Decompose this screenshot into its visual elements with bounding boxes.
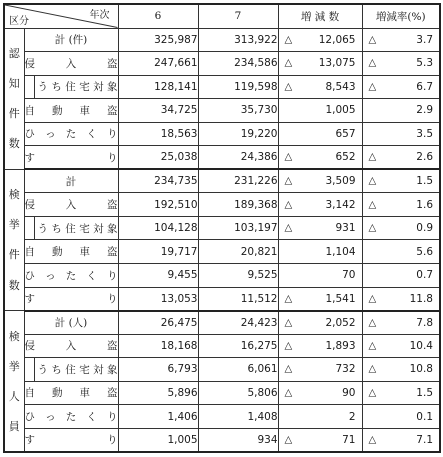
group-title xyxy=(4,28,24,169)
division-label: 区分 xyxy=(9,15,29,27)
decrease-mark: △ xyxy=(368,293,377,305)
value-year-6: 25,038 xyxy=(118,146,198,170)
table-row xyxy=(4,193,440,217)
group-title xyxy=(4,311,24,452)
rate-value: 7.1 xyxy=(416,433,433,446)
value-rate xyxy=(362,99,440,123)
rate-value: 2.9 xyxy=(416,104,433,117)
value-year-7: 20,821 xyxy=(198,240,278,264)
value-year-7: 1,408 xyxy=(198,405,278,429)
table-row xyxy=(4,428,440,452)
value-rate xyxy=(362,240,440,264)
row-label: ひったくり xyxy=(24,263,118,287)
group-title-char: 挙 xyxy=(8,359,20,373)
row-label: うち住宅対象 xyxy=(34,358,118,382)
table-row xyxy=(4,52,440,76)
value-year-6: 18,563 xyxy=(118,122,198,146)
value-rate xyxy=(362,358,440,382)
value-year-6: 34,725 xyxy=(118,99,198,123)
value-year-7: 189,368 xyxy=(198,193,278,217)
decrease-mark: △ xyxy=(368,340,377,352)
value-year-6: 9,455 xyxy=(118,263,198,287)
decrease-mark: △ xyxy=(284,222,293,234)
value-change xyxy=(278,75,362,99)
value-rate xyxy=(362,216,440,240)
value-change xyxy=(278,122,362,146)
value-change xyxy=(278,216,362,240)
row-label: 侵 入 盗 xyxy=(24,52,118,76)
value-year-6: 192,510 xyxy=(118,193,198,217)
group-title xyxy=(4,169,24,310)
value-year-7: 313,922 xyxy=(198,28,278,52)
group-title-char: 数 xyxy=(8,137,20,151)
decrease-mark: △ xyxy=(368,222,377,234)
decrease-mark: △ xyxy=(284,57,293,69)
rate-value: 5.3 xyxy=(416,57,433,70)
rate-value: 3.5 xyxy=(416,127,433,140)
value-change xyxy=(278,52,362,76)
row-label: うち住宅対象 xyxy=(34,216,118,240)
rate-value: 11.8 xyxy=(409,292,433,305)
table-row xyxy=(4,99,440,123)
row-label: うち住宅対象 xyxy=(34,75,118,99)
change-value: 652 xyxy=(335,151,356,164)
value-change xyxy=(278,193,362,217)
group-title-char: 認 xyxy=(8,47,20,61)
decrease-mark: △ xyxy=(368,151,377,163)
value-year-6: 234,735 xyxy=(118,169,198,193)
value-change xyxy=(278,263,362,287)
table-row xyxy=(4,263,440,287)
change-value: 90 xyxy=(342,386,356,399)
value-year-7: 24,423 xyxy=(198,311,278,335)
change-value: 8,543 xyxy=(325,80,356,93)
value-year-7: 35,730 xyxy=(198,99,278,123)
table-row xyxy=(4,146,440,170)
rate-value: 3.7 xyxy=(416,33,433,46)
decrease-mark: △ xyxy=(284,293,293,305)
indent-gap xyxy=(24,216,34,240)
row-label: す り xyxy=(24,146,118,170)
value-year-7: 5,806 xyxy=(198,381,278,405)
value-year-7: 119,598 xyxy=(198,75,278,99)
value-year-6: 128,141 xyxy=(118,75,198,99)
rate-value: 10.8 xyxy=(409,363,433,376)
change-value: 2 xyxy=(348,410,356,423)
group-title-char: 挙 xyxy=(8,218,20,232)
header-corner xyxy=(4,4,118,28)
group-title-char: 数 xyxy=(8,278,20,292)
value-change xyxy=(278,146,362,170)
table-row xyxy=(4,28,440,52)
value-year-6: 19,717 xyxy=(118,240,198,264)
table-row xyxy=(4,287,440,311)
value-change xyxy=(278,311,362,335)
group-title-char: 検 xyxy=(8,329,20,343)
value-rate xyxy=(362,193,440,217)
table-body xyxy=(4,28,440,452)
value-change xyxy=(278,287,362,311)
value-year-7: 231,226 xyxy=(198,169,278,193)
rate-value: 2.6 xyxy=(416,151,433,164)
value-change xyxy=(278,240,362,264)
decrease-mark: △ xyxy=(284,151,293,163)
value-year-7: 11,512 xyxy=(198,287,278,311)
decrease-mark: △ xyxy=(284,34,293,46)
row-label: す り xyxy=(24,287,118,311)
value-year-6: 247,661 xyxy=(118,52,198,76)
decrease-mark: △ xyxy=(368,434,377,446)
value-rate xyxy=(362,428,440,452)
decrease-mark: △ xyxy=(284,81,293,93)
value-rate xyxy=(362,146,440,170)
value-change xyxy=(278,169,362,193)
header-row xyxy=(4,4,440,28)
change-value: 1,541 xyxy=(325,292,356,305)
group-title-char: 件 xyxy=(8,248,20,262)
value-year-6: 1,406 xyxy=(118,405,198,429)
value-change xyxy=(278,358,362,382)
change-value: 3,509 xyxy=(325,175,356,188)
value-rate xyxy=(362,169,440,193)
rate-value: 0.1 xyxy=(416,410,433,423)
row-label: 侵 入 盗 xyxy=(24,334,118,358)
row-label: ひったくり xyxy=(24,405,118,429)
col-header-rate: 増減率(%) xyxy=(362,4,440,28)
decrease-mark: △ xyxy=(368,317,377,329)
row-label: 計 (人) xyxy=(24,311,118,335)
rate-value: 1.5 xyxy=(416,386,433,399)
value-year-7: 24,386 xyxy=(198,146,278,170)
group-title-char: 知 xyxy=(8,77,20,91)
value-rate xyxy=(362,75,440,99)
change-value: 732 xyxy=(335,363,356,376)
change-value: 12,065 xyxy=(318,33,356,46)
value-year-6: 6,793 xyxy=(118,358,198,382)
row-label: 自 動 車 盗 xyxy=(24,240,118,264)
change-value: 71 xyxy=(342,433,356,446)
table-row xyxy=(4,381,440,405)
value-rate xyxy=(362,287,440,311)
value-year-7: 19,220 xyxy=(198,122,278,146)
decrease-mark: △ xyxy=(284,363,293,375)
table-row xyxy=(4,240,440,264)
value-change xyxy=(278,99,362,123)
row-label: 計 xyxy=(24,169,118,193)
value-change xyxy=(278,28,362,52)
change-value: 2,052 xyxy=(325,316,356,329)
change-value: 3,142 xyxy=(325,198,356,211)
row-label: す り xyxy=(24,428,118,452)
row-label: 自 動 車 盗 xyxy=(24,99,118,123)
value-rate xyxy=(362,311,440,335)
rate-value: 1.6 xyxy=(416,198,433,211)
rate-value: 1.5 xyxy=(416,175,433,188)
value-year-7: 103,197 xyxy=(198,216,278,240)
row-label: 計 (件) xyxy=(24,28,118,52)
value-rate xyxy=(362,263,440,287)
table-row xyxy=(4,75,440,99)
decrease-mark: △ xyxy=(284,199,293,211)
row-label: 自 動 車 盗 xyxy=(24,381,118,405)
value-change xyxy=(278,381,362,405)
value-year-6: 325,987 xyxy=(118,28,198,52)
change-value: 1,104 xyxy=(325,245,356,258)
decrease-mark: △ xyxy=(284,175,293,187)
col-header-year-6: 6 xyxy=(118,4,198,28)
rate-value: 0.7 xyxy=(416,269,433,282)
row-label: ひったくり xyxy=(24,122,118,146)
decrease-mark: △ xyxy=(368,81,377,93)
table-row xyxy=(4,216,440,240)
decrease-mark: △ xyxy=(368,363,377,375)
group-title-char: 員 xyxy=(8,419,20,433)
decrease-mark: △ xyxy=(368,387,377,399)
value-rate xyxy=(362,52,440,76)
decrease-mark: △ xyxy=(284,434,293,446)
value-year-7: 934 xyxy=(198,428,278,452)
value-change xyxy=(278,405,362,429)
value-year-7: 6,061 xyxy=(198,358,278,382)
value-change xyxy=(278,334,362,358)
table-row xyxy=(4,311,440,335)
value-rate xyxy=(362,28,440,52)
group-title-char: 人 xyxy=(8,389,20,403)
decrease-mark: △ xyxy=(284,317,293,329)
value-year-6: 5,896 xyxy=(118,381,198,405)
value-year-6: 26,475 xyxy=(118,311,198,335)
value-rate xyxy=(362,381,440,405)
value-year-7: 16,275 xyxy=(198,334,278,358)
group-title-char: 件 xyxy=(8,107,20,121)
indent-gap xyxy=(24,75,34,99)
value-year-6: 18,168 xyxy=(118,334,198,358)
change-value: 1,893 xyxy=(325,339,356,352)
value-change xyxy=(278,428,362,452)
indent-gap xyxy=(24,358,34,382)
col-header-change: 増 減 数 xyxy=(278,4,362,28)
decrease-mark: △ xyxy=(368,34,377,46)
change-value: 13,075 xyxy=(318,57,356,70)
year-label: 年次 xyxy=(89,10,110,21)
value-year-6: 104,128 xyxy=(118,216,198,240)
change-value: 70 xyxy=(342,269,356,282)
value-rate xyxy=(362,334,440,358)
crime-statistics-table xyxy=(3,3,441,453)
table-row xyxy=(4,358,440,382)
rate-value: 10.4 xyxy=(409,339,433,352)
value-year-6: 13,053 xyxy=(118,287,198,311)
decrease-mark: △ xyxy=(368,57,377,69)
rate-value: 7.8 xyxy=(416,316,433,329)
table-row xyxy=(4,405,440,429)
change-value: 657 xyxy=(335,127,356,140)
table-row xyxy=(4,122,440,146)
change-value: 931 xyxy=(335,222,356,235)
rate-value: 6.7 xyxy=(416,80,433,93)
value-year-6: 1,005 xyxy=(118,428,198,452)
table-row xyxy=(4,334,440,358)
rate-value: 0.9 xyxy=(416,222,433,235)
row-label: 侵 入 盗 xyxy=(24,193,118,217)
table-row xyxy=(4,169,440,193)
decrease-mark: △ xyxy=(284,340,293,352)
rate-value: 5.6 xyxy=(416,245,433,258)
col-header-year-7: 7 xyxy=(198,4,278,28)
group-title-char: 検 xyxy=(8,188,20,202)
value-year-7: 9,525 xyxy=(198,263,278,287)
value-rate xyxy=(362,405,440,429)
change-value: 1,005 xyxy=(325,104,356,117)
decrease-mark: △ xyxy=(368,175,377,187)
decrease-mark: △ xyxy=(368,199,377,211)
decrease-mark: △ xyxy=(284,387,293,399)
value-year-7: 234,586 xyxy=(198,52,278,76)
value-rate xyxy=(362,122,440,146)
